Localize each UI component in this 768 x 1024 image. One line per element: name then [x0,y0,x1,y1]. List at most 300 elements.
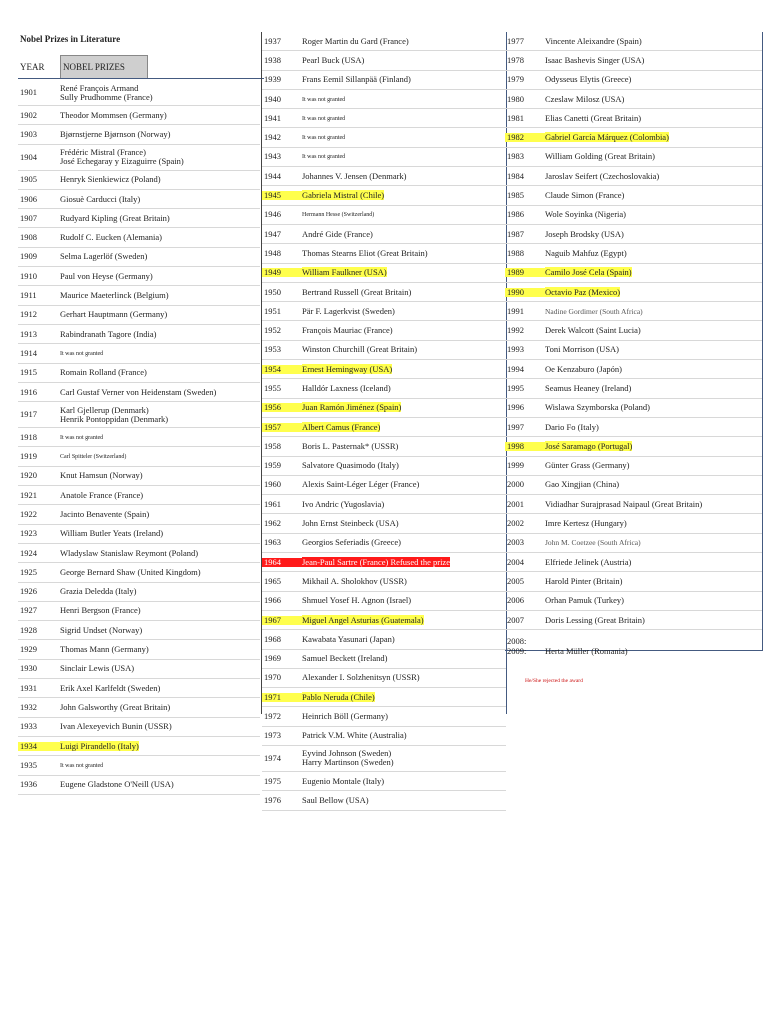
table-row [505,51,762,70]
table-row [18,505,260,524]
laureate-text: Nadine Gordimer (South Africa) [545,306,643,316]
laureate-text: Isaac Bashevis Singer (USA) [545,54,645,65]
laureate-cell [302,230,506,239]
laureate-cell [60,272,260,281]
laureate-text: Derek Walcott (Saint Lucia) [545,325,641,336]
year-cell: 1942 [264,132,281,143]
laureate-cell [545,133,762,142]
laureate-text: Luigi Pirandello (Italy) [60,740,139,751]
laureate-cell [302,37,506,46]
laureate-text: Salvatore Quasimodo (Italy) [302,460,399,471]
table-row [262,437,506,456]
laureate-cell [60,84,260,102]
year-cell: 1961 [264,498,281,509]
laureate-cell [60,348,260,359]
year-cell: 1978 [507,54,524,65]
laureate-cell [60,451,260,462]
laureate-cell [302,577,506,586]
laureate-text: Ivan Alexeyevich Bunin (USSR) [60,721,172,732]
page-title: Nobel Prizes in Literature [20,34,121,44]
laureate-cell [302,423,506,432]
table-row [18,125,260,144]
laureate-text: Alexis Saint-Léger Léger (France) [302,479,420,490]
laureate-text: Shmuel Yosef H. Agnon (Israel) [302,595,412,606]
year-cell: 1933 [20,721,37,732]
year-2008: 2008: [507,636,527,647]
year-cell: 1953 [264,344,281,355]
table-row [262,495,506,514]
laureate-text: André Gide (France) [302,228,373,239]
year-cell: 1998 [505,442,545,451]
year-cell: 1910 [20,270,37,281]
table-row [18,306,260,325]
rows-2 [262,32,506,811]
laureate-text: Henri Bergson (France) [60,605,141,616]
laureate-cell [302,326,506,335]
table-row [505,457,762,476]
laureate-text: Dario Fo (Italy) [545,421,599,432]
year-cell: 1987 [507,228,524,239]
laureate-text: It was not granted [302,154,346,161]
laureate-text: Eugene Gladstone O'Neill (USA) [60,779,174,790]
table-row [262,71,506,90]
year-cell: 1916 [20,386,37,397]
laureate-cell [60,214,260,223]
laureate-text: Winston Churchill (Great Britain) [302,344,418,355]
year-cell: 1960 [264,479,281,490]
year-cell: 1975 [264,775,281,786]
laureate-cell [60,742,260,751]
laureate-text: John Ernst Steinbeck (USA) [302,518,399,529]
table-row [18,525,260,544]
year-cell: 1967 [262,616,302,625]
year-cell: 1911 [20,290,37,301]
year-cell: 1935 [20,759,37,770]
laureate-text: Roger Martin du Gard (France) [302,35,409,46]
year-cell: 1927 [20,605,37,616]
laureate-text: Sigrid Undset (Norway) [60,624,143,635]
table-row [262,399,506,418]
table-row [18,447,260,466]
table-row [18,776,260,795]
table-row [262,592,506,611]
laureate-text: Mikhail A. Sholokhov (USSR) [302,575,407,586]
laureate-text: Jean-Paul Sartre (France) Refused the prize [302,556,450,567]
year-cell: 1971 [262,693,302,702]
laureate-cell [545,249,762,258]
table-row [262,476,506,495]
table-row [505,379,762,398]
year-cell: 1950 [264,286,281,297]
table-row [505,128,762,147]
laureate-cell [60,471,260,480]
laureate-cell [60,291,260,300]
table-row [505,611,762,630]
table-row [18,402,260,428]
laureate-cell [60,111,260,120]
laureate-cell [60,388,260,397]
refused-note: He/She rejected the award [525,678,583,685]
table-row [505,360,762,379]
year-cell: 1928 [20,624,37,635]
table-row [18,544,260,563]
laureate-cell [302,635,506,644]
table-row [18,209,260,228]
table-row [18,679,260,698]
laureate-cell [60,780,260,789]
table-row [505,495,762,514]
laureate-cell [545,442,762,451]
laureate-cell [60,491,260,500]
table-row [262,283,506,302]
year-cell: 2003 [507,537,524,548]
laureate-cell [60,645,260,654]
laureate-cell [60,722,260,731]
year-cell: 1901 [20,87,37,97]
laureate-text: Pablo Neruda (Chile) [302,691,375,702]
table-row [262,379,506,398]
laureate-text: Gabriel García Márquez (Colombia) [545,132,669,143]
year-cell: 1917 [20,409,37,420]
year-cell: 1912 [20,309,37,320]
laureate-cell [302,191,506,200]
year-cell: 1972 [264,711,281,722]
laureate-text: It was not granted [60,762,104,769]
year-cell: 1913 [20,328,37,339]
table-row [262,669,506,688]
table-row [505,186,762,205]
year-cell: 1922 [20,508,37,519]
year-cell: 1965 [264,575,281,586]
laureate-text: Jacinto Benavente (Spain) [60,508,150,519]
table-row [505,167,762,186]
year-cell: 1984 [507,170,524,181]
table-row [18,248,260,267]
year-cell: 1952 [264,325,281,336]
laureate-cell [302,384,506,393]
year-cell: 1993 [507,344,524,355]
laureate-cell [60,703,260,712]
laureate-text: It was not granted [60,350,104,357]
year-cell: 1906 [20,193,37,204]
table-row [262,264,506,283]
laureate-text: Wladyslaw Stanislaw Reymont (Poland) [60,547,199,558]
table-row [18,267,260,286]
laureate-text: Wislawa Szymborska (Poland) [545,402,650,413]
laureate-text: William Butler Yeats (Ireland) [60,528,164,539]
year-cell: 1986 [507,209,524,220]
laureate-cell [545,37,762,46]
table-row [262,772,506,791]
laureate-text: Seamus Heaney (Ireland) [545,382,632,393]
laureate-text: Orhan Pamuk (Turkey) [545,595,625,606]
year-cell: 1945 [262,191,302,200]
laureate-text: Toni Morrison (USA) [545,344,620,355]
laureate-cell [60,175,260,184]
laureate-cell [545,423,762,432]
column-2 [261,32,507,805]
laureate-text: Rabindranath Tagore (India) [60,328,157,339]
year-cell: 1909 [20,251,37,262]
laureate-cell [302,345,506,354]
table-row [505,572,762,591]
extra-block [505,636,762,684]
laureate-cell [545,56,762,65]
table-row [18,364,260,383]
year-cell: 1981 [507,112,524,123]
year-cell: 1997 [507,421,524,432]
table-row [262,32,506,51]
year-cell: 1902 [20,109,37,120]
table-row [505,341,762,360]
laureate-cell [302,268,506,277]
laureate-text: Halldór Laxness (Iceland) [302,382,391,393]
year-cell: 1985 [507,190,524,201]
laureate-cell [545,538,762,547]
laureate-cell [60,310,260,319]
laureate-text: Giosuè Carducci (Italy) [60,193,141,204]
table-row [262,244,506,263]
table-row [262,650,506,669]
laureate-cell [545,95,762,104]
table-row [18,344,260,363]
year-cell: 1944 [264,170,281,181]
table-row [262,572,506,591]
year-cell: 1926 [20,586,37,597]
year-cell: 1983 [507,151,524,162]
laureate-cell [302,403,506,412]
laureate-text: Patrick V.M. White (Australia) [302,730,407,741]
laureate-text: Grazia Deledda (Italy) [60,586,137,597]
year-cell: 2005 [507,575,524,586]
laureate-cell [302,75,506,84]
table-row [505,553,762,572]
year-cell: 1951 [264,305,281,316]
laureate-cell [302,94,506,105]
laureate-text: Ivo Andric (Yugoslavia) [302,498,385,509]
year-cell: 1908 [20,232,37,243]
laureate-text: Miguel Angel Asturias (Guatemala) [302,614,424,625]
table-row [262,360,506,379]
table-row [18,698,260,717]
year-cell: 1920 [20,470,37,481]
year-cell: 1996 [507,402,524,413]
table-row [18,80,260,106]
laureate-cell [60,760,260,771]
table-row [18,145,260,171]
table-row [505,109,762,128]
year-cell: 1907 [20,212,37,223]
laureate-cell [302,480,506,489]
year-cell: 1954 [262,365,302,374]
laureate-cell [60,549,260,558]
table-row [262,553,506,572]
year-cell: 1980 [507,93,524,104]
laureate-cell [545,384,762,393]
table-row [262,534,506,553]
laureate-cell [302,731,506,740]
table-row [262,707,506,726]
table-row [505,302,762,321]
laureate-text: Naguib Mahfuz (Egypt) [545,247,627,258]
table-row [505,71,762,90]
laureate-cell [60,529,260,538]
year-cell: 1958 [264,440,281,451]
laureate-cell [302,56,506,65]
table-row [262,225,506,244]
laureate-cell [302,249,506,258]
year-cell: 1968 [264,633,281,644]
year-cell: 1982 [505,133,545,142]
table-row [262,457,506,476]
laureate-text: Frédéric Mistral (France) José Echegaray y Eizaguirre (Spain) [60,147,184,167]
table-row [262,630,506,649]
laureate-text: Oe Kenzaburo (Japón) [545,363,622,374]
laureate-text: Maurice Maeterlinck (Belgium) [60,290,169,301]
laureate-text: Carl Gustaf Verner von Heidenstam (Sweden) [60,386,217,397]
year-header: YEAR [20,62,45,72]
year-cell: 1946 [264,209,281,220]
laureate-cell [302,538,506,547]
laureate-text: Carl Spitteler (Switzerland) [60,454,127,461]
laureate-cell [302,307,506,316]
year-cell: 1948 [264,247,281,258]
column-3 [505,32,763,685]
table-row [18,228,260,247]
table-row [505,148,762,167]
laureate-text: Odysseus Elytis (Greece) [545,74,632,85]
laureate-text: Eyvind Johnson (Sweden) Harry Martinson (Sweden) [302,748,394,768]
laureate-cell [302,673,506,682]
laureate-text: Georgios Seferiadis (Greece) [302,537,401,548]
laureate-text: Alexander I. Solzhenitsyn (USSR) [302,672,420,683]
table-row [262,90,506,109]
year-cell: 2002 [507,518,524,529]
laureate-text: Bjørnstjerne Bjørnson (Norway) [60,128,171,139]
laureate-cell [302,113,506,124]
laureate-cell [545,288,762,297]
table-row [262,148,506,167]
laureate-cell [545,114,762,123]
year-cell: 1924 [20,547,37,558]
table-row [262,186,506,205]
table-row [262,791,506,810]
laureate-cell [302,172,506,181]
laureate-text: Ernest Hemingway (USA) [302,363,393,374]
table-row [505,514,762,533]
laureate-text: Claude Simon (France) [545,190,625,201]
year-cell: 1923 [20,528,37,539]
laureate-cell [60,195,260,204]
laureate-cell [60,233,260,242]
table-row [262,341,506,360]
table-row [262,611,506,630]
laureate-text: Karl Gjellerup (Denmark) Henrik Pontoppidan (Denmark) [60,404,169,424]
laureate-cell [60,568,260,577]
laureate-cell [545,345,762,354]
laureate-cell [545,558,762,567]
laureate-cell [545,268,762,277]
year-cell: 1925 [20,566,37,577]
laureate-cell [302,209,506,220]
laureate-cell [545,191,762,200]
laureate-cell [302,693,506,702]
year-cell: 1973 [264,730,281,741]
laureate-text: Kawabata Yasunari (Japan) [302,633,395,644]
laureate-cell [60,252,260,261]
laureate-cell [60,510,260,519]
table-row [18,428,260,447]
year-cell: 1930 [20,663,37,674]
laureate-cell [60,626,260,635]
table-row [262,206,506,225]
year-cell: 1919 [20,451,37,462]
laureate-cell [302,796,506,805]
laureate-text: Gerhart Hauptmann (Germany) [60,309,168,320]
year-cell: 1936 [20,779,37,790]
year-cell: 1992 [507,325,524,336]
laureate-text: It was not granted [302,115,346,122]
laureate-text: Rudolf C. Eucken (Alemania) [60,232,162,243]
prizes-header: NOBEL PRIZES [60,55,148,79]
year-cell: 1974 [264,752,281,763]
laureate-cell [60,406,260,424]
laureate-text: Albert Camus (France) [302,421,381,432]
year-cell: 1949 [262,268,302,277]
laureate-text: Johannes V. Jensen (Denmark) [302,170,407,181]
table-row [18,190,260,209]
laureate-text: François Mauriac (France) [302,325,393,336]
laureate-cell [302,132,506,143]
laureate-text: Henryk Sienkiewicz (Poland) [60,174,161,185]
year-cell: 1964 [262,558,302,567]
year-cell: 1966 [264,595,281,606]
laureate-text: Hermann Hesse (Switzerland) [302,212,375,219]
laureate-cell [545,75,762,84]
laureate-text: Rudyard Kipling (Great Britain) [60,212,170,223]
year-cell: 1989 [505,268,545,277]
laureate-cell [60,606,260,615]
laureate-text: William Faulkner (USA) [302,267,387,278]
table-row [18,640,260,659]
year-cell: 1943 [264,151,281,162]
year-cell: 1970 [264,672,281,683]
year-cell: 1938 [264,54,281,65]
year-cell: 1969 [264,653,281,664]
year-cell: 1957 [262,423,302,432]
table-row [18,660,260,679]
table-row [505,321,762,340]
laureate-text: Juan Ramón Jiménez (Spain) [302,402,402,413]
laureate-cell [60,664,260,673]
laureate-cell [302,558,506,567]
laureate-text: Camilo José Cela (Spain) [545,267,632,278]
table-row [262,514,506,533]
laureate-cell [545,210,762,219]
laureate-text: Samuel Beckett (Ireland) [302,653,388,664]
table-row [505,32,762,51]
laureate-text: Joseph Brodsky (USA) [545,228,624,239]
year-cell: 1932 [20,701,37,712]
laureate-text: Theodor Mommsen (Germany) [60,109,167,120]
table-row [505,534,762,553]
laureate-cell [60,587,260,596]
year-cell: 1931 [20,682,37,693]
laureate-cell [60,684,260,693]
laureate-text: Thomas Mann (Germany) [60,644,149,655]
table-row [505,399,762,418]
year-cell: 1994 [507,363,524,374]
